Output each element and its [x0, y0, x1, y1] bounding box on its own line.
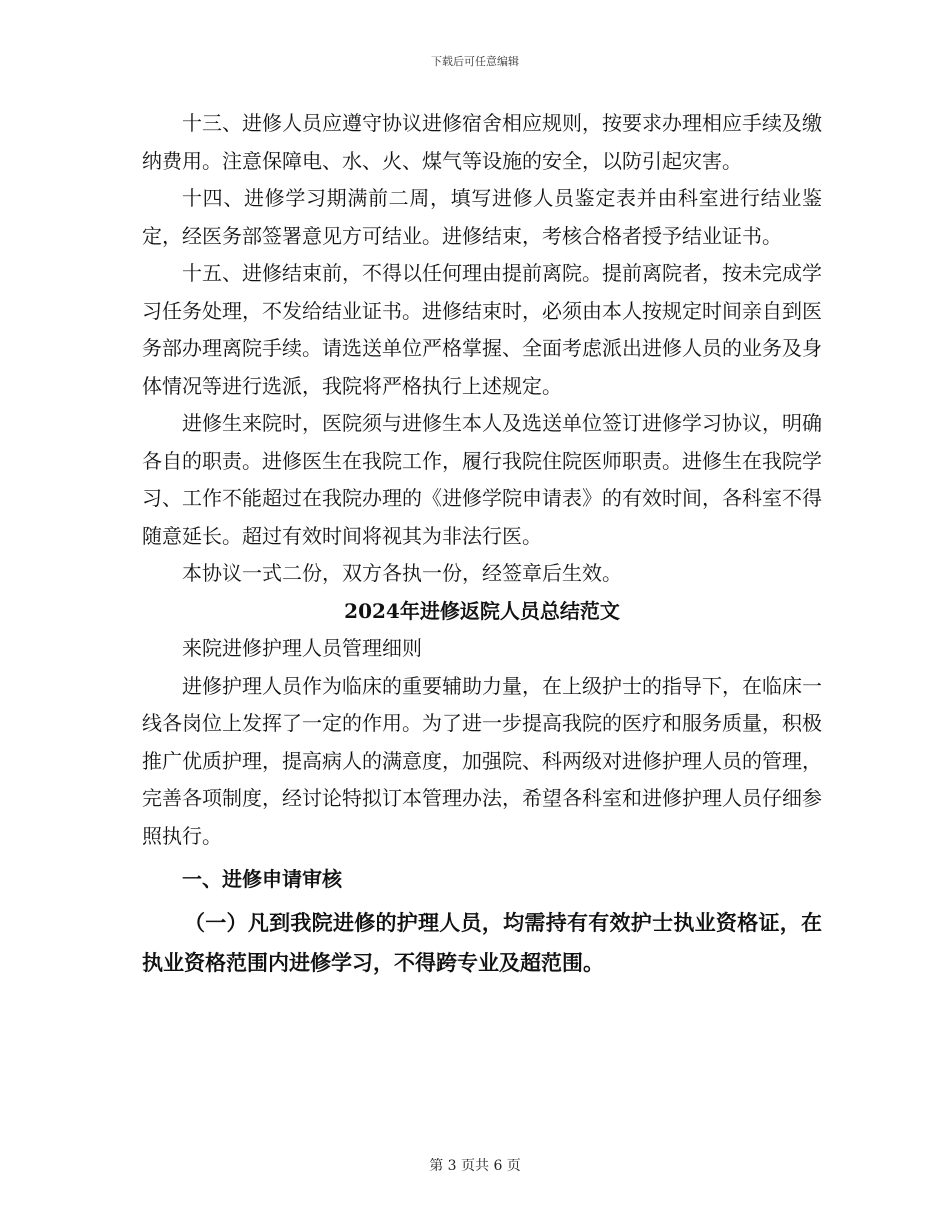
paragraph-agreement: 进修生来院时，医院须与进修生本人及选送单位签订进修学习协议，明确各自的职责。进修医生在我院工作，履行我院住院医师职责。进修生在我院学习、工作不能超过在我院办理的《进修学院申请表》的有效时间，各科室不得随意延长。超过有效时间将视其为非法行医。: [142, 411, 822, 548]
paragraph-copies: 本协议一式二份，双方各执一份，经签章后生效。: [182, 561, 622, 585]
paragraph-13: 十三、进修人员应遵守协议进修宿舍相应规则，按要求办理相应手续及缴纳费用。注意保障电、水、火、煤气等设施的安全，以防引起灾害。: [142, 111, 822, 173]
section-title: 2024年进修返院人员总结范文: [344, 598, 620, 623]
paragraph-15: 十五、进修结束前，不得以任何理由提前离院。提前离院者，按未完成学习任务处理，不发给结业证书。进修结束时，必须由本人按规定时间亲自到医务部办理离院手续。请选送单位严格掌握、全面考虑派出进修人员的业务及身体情况等进行选派，我院将严格执行上述规定。: [142, 261, 822, 398]
paragraph-14: 十四、进修学习期满前二周，填写进修人员鉴定表并由科室进行结业鉴定，经医务部签署意见方可结业。进修结束，考核合格者授予结业证书。: [142, 186, 822, 248]
document-body: [142, 105, 822, 983]
page-number: 第 3 页共 6 页: [429, 1158, 521, 1174]
heading-review: 一、进修申请审核: [182, 867, 342, 891]
section-intro: 进修护理人员作为临床的重要辅助力量，在上级护士的指导下，在临床一线各岗位上发挥了一定的作用。为了进一步提高我院的医疗和服务质量，积极推广优质护理，提高病人的满意度，加强院、科两级对进修护理人员的管理，完善各项制度，经讨论特拟订本管理办法，希望各科室和进修护理人员仔细参照执行。: [142, 673, 822, 848]
item-1: （一）凡到我院进修的护理人员，均需持有有效护士执业资格证，在执业资格范围内进修学习，不得跨专业及超范围。: [142, 910, 822, 975]
header-note: 下载后可任意编辑: [431, 55, 519, 68]
section-subtitle: 来院进修护理人员管理细则: [182, 636, 422, 660]
